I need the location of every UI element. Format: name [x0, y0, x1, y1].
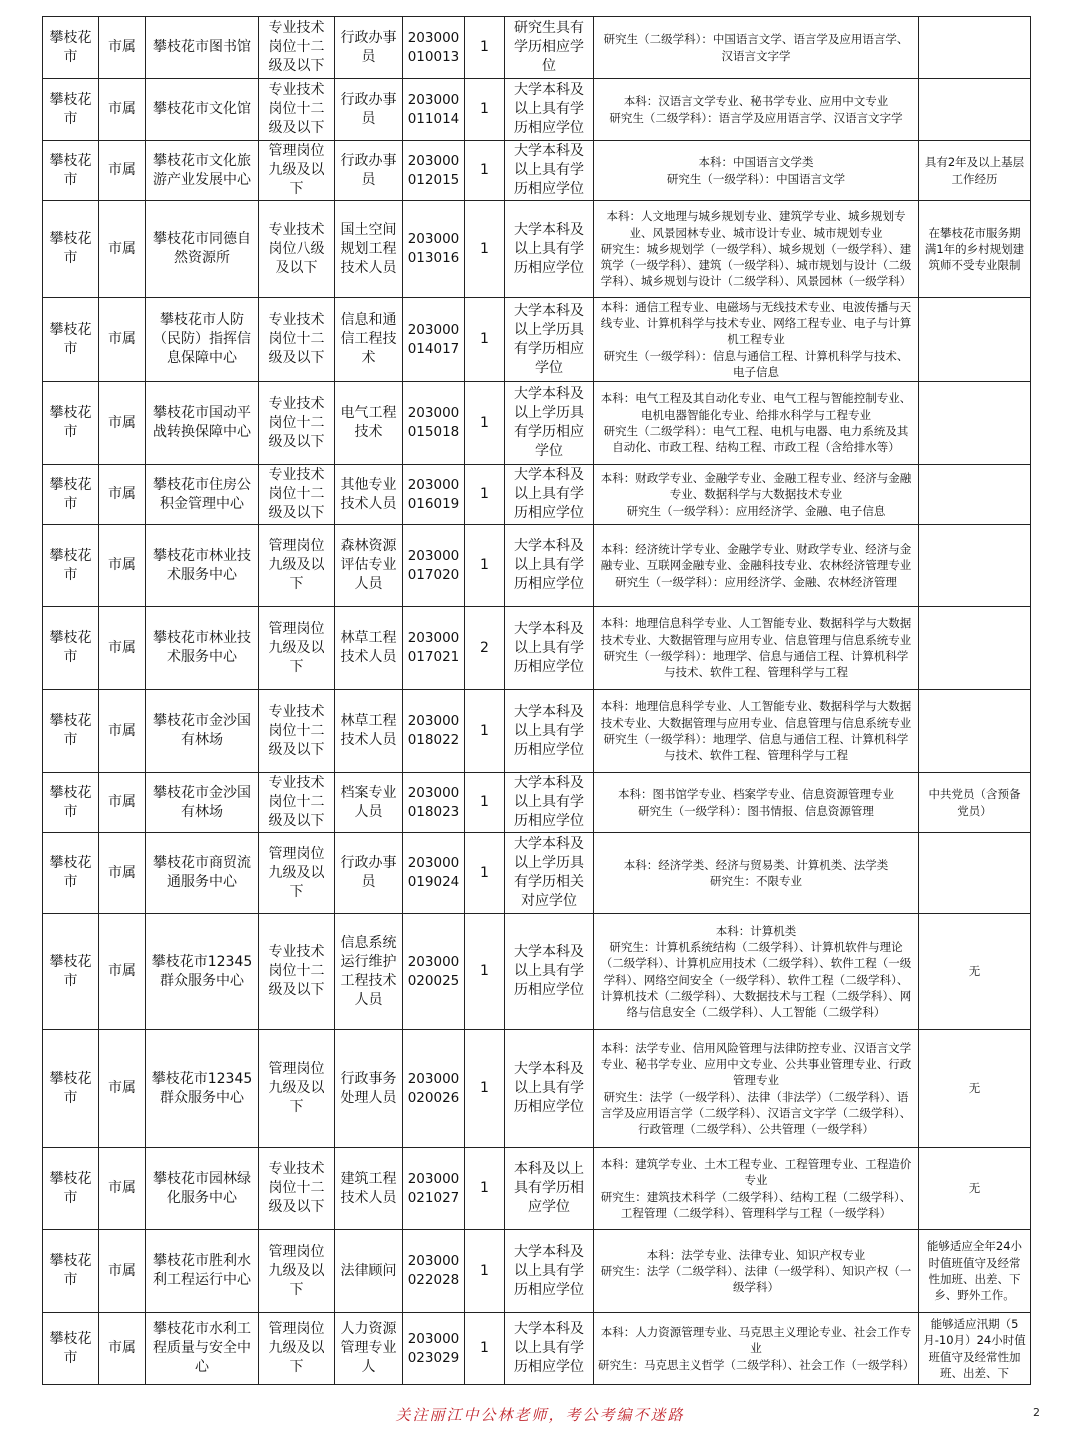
education-cell: 大学本科及以上具有学历相应学位 [505, 1313, 594, 1385]
post-type-cell: 专业技术岗位十二级及以下 [259, 690, 335, 773]
education-cell: 本科及以上具有学历相应学位 [505, 1148, 594, 1230]
post-code-cell: 203000013016 [403, 201, 465, 298]
level-cell: 市属 [99, 382, 146, 465]
level-cell: 市属 [99, 773, 146, 833]
unit-name-cell: 攀枝花市12345群众服务中心 [146, 1030, 259, 1148]
level-cell: 市属 [99, 1230, 146, 1313]
level-cell: 市属 [99, 1148, 146, 1230]
post-code-cell: 203000011014 [403, 79, 465, 141]
table-row [43, 1230, 1031, 1313]
unit-name-cell: 攀枝花市同德自然资源所 [146, 201, 259, 298]
major-requirements-cell [594, 79, 919, 141]
other-conditions-cell: 中共党员（含预备党员） [919, 773, 1031, 833]
education-cell: 大学本科及以上具有学历相应学位 [505, 914, 594, 1030]
major-requirement-line: 研究生（一级学科）：信息与通信工程、计算机科学与技术、电子信息 [603, 348, 909, 379]
major-requirement-line: 研究生（一级学科）：中国语言文学 [666, 171, 846, 186]
footer-slogan: 关注丽江中公林老师，考公考编不迷路 [395, 1406, 685, 1424]
major-requirement-line: 本科：建筑学专业、土木工程专业、工程管理专业、工程造价专业 [600, 1156, 912, 1188]
table-row [43, 465, 1031, 525]
city-cell: 攀枝花市 [43, 201, 99, 298]
level-cell: 市属 [99, 141, 146, 201]
unit-name-cell: 攀枝花市金沙国有林场 [146, 773, 259, 833]
unit-name-cell: 攀枝花市水利工程质量与安全中心 [146, 1313, 259, 1385]
post-code-cell: 203000014017 [403, 298, 465, 382]
education-cell: 大学本科及以上具有学历相应学位 [505, 525, 594, 607]
major-requirement-line: 本科：经济学类、经济与贸易类、计算机类、法学类 [623, 857, 889, 872]
post-name-cell: 建筑工程技术人员 [335, 1148, 403, 1230]
post-code-cell: 203000023029 [403, 1313, 465, 1385]
major-requirement-line: 研究生（二级学科）：中国语言文学、语言学及应用语言学、汉语言文字学 [603, 32, 909, 63]
post-name-cell: 行政办事员 [335, 141, 403, 201]
major-requirement-line: 本科：通信工程专业、电磁场与无线技术专业、电波传播与天线专业、计算机科学与技术专业、网络工程专业、电子与计算机工程专业 [600, 299, 912, 347]
table-row [43, 79, 1031, 141]
other-conditions-cell: 无 [919, 914, 1031, 1030]
major-requirement-line: 研究生（一级学科）：地理学、信息与通信工程、计算机科学与技术、软件工程、管理科学与工程 [603, 732, 909, 763]
post-name-cell: 森林资源评估专业人员 [335, 525, 403, 607]
level-cell: 市属 [99, 525, 146, 607]
major-requirement-line: 研究生：不限专业 [710, 874, 802, 888]
other-conditions-cell [919, 525, 1031, 607]
recruit-count-cell: 1 [465, 1230, 505, 1313]
level-cell: 市属 [99, 79, 146, 141]
level-cell: 市属 [99, 465, 146, 525]
post-name-cell: 人力资源管理专业人 [335, 1313, 403, 1385]
post-type-cell: 专业技术岗位十二级及以下 [259, 17, 335, 79]
post-code-cell: 203000021027 [403, 1148, 465, 1230]
table-row [43, 525, 1031, 607]
city-cell: 攀枝花市 [43, 607, 99, 690]
major-requirements-cell [594, 607, 919, 690]
other-conditions-cell: 能够适应汛期（5月-10月）24小时值班值守及经常性加班、出差、下 [919, 1313, 1031, 1385]
level-cell: 市属 [99, 17, 146, 79]
major-requirements-cell [594, 1230, 919, 1313]
major-requirements-cell [594, 17, 919, 79]
education-cell: 大学本科及以上学历具有学历相应学位 [505, 298, 594, 382]
education-cell: 大学本科及以上具有学历相应学位 [505, 201, 594, 298]
post-type-cell: 管理岗位九级及以下 [259, 141, 335, 201]
table-row [43, 690, 1031, 773]
major-requirement-line: 研究生（二级学科）：语言学及应用语言学、汉语言文字学 [609, 110, 903, 125]
other-conditions-cell: 在攀枝花市服务期满1年的乡村规划建筑师不受专业限制 [919, 201, 1031, 298]
table-row [43, 773, 1031, 833]
major-requirement-line: 研究生：建筑技术科学（二级学科）、结构工程（二级学科）、工程管理（二级学科）、管理科学与工程（一级学科） [600, 1189, 912, 1220]
post-type-cell: 管理岗位九级及以下 [259, 1313, 335, 1385]
other-conditions-cell [919, 690, 1031, 773]
post-type-cell: 专业技术岗位八级及以下 [259, 201, 335, 298]
city-cell: 攀枝花市 [43, 382, 99, 465]
post-type-cell: 专业技术岗位十二级及以下 [259, 914, 335, 1030]
post-name-cell: 其他专业技术人员 [335, 465, 403, 525]
post-type-cell: 管理岗位九级及以下 [259, 1230, 335, 1313]
unit-name-cell: 攀枝花市12345群众服务中心 [146, 914, 259, 1030]
level-cell: 市属 [99, 914, 146, 1030]
major-requirement-line: 本科：中国语言文学类 [698, 155, 814, 170]
education-cell: 大学本科及以上具有学历相应学位 [505, 607, 594, 690]
city-cell: 攀枝花市 [43, 773, 99, 833]
major-requirement-line: 本科：法学专业、法律专业、知识产权专业 [646, 1247, 866, 1262]
post-type-cell: 专业技术岗位十二级及以下 [259, 1148, 335, 1230]
post-code-cell: 203000018022 [403, 690, 465, 773]
education-cell: 大学本科及以上具有学历相应学位 [505, 465, 594, 525]
major-requirement-line: 本科：人力资源管理专业、马克思主义理论专业、社会工作专业 [600, 1325, 912, 1356]
city-cell: 攀枝花市 [43, 141, 99, 201]
major-requirements-cell [594, 382, 919, 465]
recruitment-table [42, 16, 1031, 1385]
major-requirements-cell [594, 914, 919, 1030]
post-code-cell: 203000017020 [403, 525, 465, 607]
post-code-cell: 203000022028 [403, 1230, 465, 1313]
other-conditions-cell [919, 79, 1031, 141]
recruit-count-cell: 2 [465, 607, 505, 690]
unit-name-cell: 攀枝花市商贸流通服务中心 [146, 833, 259, 914]
city-cell: 攀枝花市 [43, 298, 99, 382]
other-conditions-cell [919, 382, 1031, 465]
education-cell: 大学本科及以上具有学历相应学位 [505, 773, 594, 833]
major-requirements-cell [594, 833, 919, 914]
major-requirements-cell [594, 1148, 919, 1230]
post-name-cell: 国土空间规划工程技术人员 [335, 201, 403, 298]
level-cell: 市属 [99, 690, 146, 773]
city-cell: 攀枝花市 [43, 17, 99, 79]
other-conditions-cell: 具有2年及以上基层工作经历 [919, 141, 1031, 201]
major-requirements-cell [594, 690, 919, 773]
unit-name-cell: 攀枝花市胜利水利工程运行中心 [146, 1230, 259, 1313]
recruit-count-cell: 1 [465, 690, 505, 773]
education-cell: 大学本科及以上具有学历相应学位 [505, 1230, 594, 1313]
table-row [43, 141, 1031, 201]
post-code-cell: 203000019024 [403, 833, 465, 914]
unit-name-cell: 攀枝花市园林绿化服务中心 [146, 1148, 259, 1230]
post-type-cell: 专业技术岗位十二级及以下 [259, 465, 335, 525]
post-code-cell: 203000016019 [403, 465, 465, 525]
post-name-cell: 行政办事员 [335, 79, 403, 141]
post-name-cell: 信息和通信工程技术 [335, 298, 403, 382]
post-type-cell: 专业技术岗位十二级及以下 [259, 298, 335, 382]
post-type-cell: 管理岗位九级及以下 [259, 1030, 335, 1148]
unit-name-cell: 攀枝花市人防（民防）指挥信息保障中心 [146, 298, 259, 382]
major-requirements-cell [594, 465, 919, 525]
post-code-cell: 203000018023 [403, 773, 465, 833]
post-code-cell: 203000020026 [403, 1030, 465, 1148]
major-requirements-cell [594, 1030, 919, 1148]
level-cell: 市属 [99, 201, 146, 298]
education-cell: 大学本科及以上具有学历相应学位 [505, 690, 594, 773]
recruit-count-cell: 1 [465, 1030, 505, 1148]
table-row [43, 17, 1031, 79]
unit-name-cell: 攀枝花市林业技术服务中心 [146, 525, 259, 607]
major-requirement-line: 本科：地理信息科学专业、人工智能专业、数据科学与大数据技术专业、大数据管理与应用专业、信息管理与信息系统专业 [600, 699, 912, 730]
major-requirement-line: 研究生（一级学科）：应用经济学、金融、农林经济管理 [615, 574, 897, 589]
major-requirements-cell [594, 525, 919, 607]
post-name-cell: 法律顾问 [335, 1230, 403, 1313]
recruit-count-cell: 1 [465, 465, 505, 525]
major-requirements-cell [594, 201, 919, 298]
education-cell: 大学本科及以上学历具有学历相应学位 [505, 382, 594, 465]
city-cell: 攀枝花市 [43, 79, 99, 141]
city-cell: 攀枝花市 [43, 914, 99, 1030]
recruit-count-cell: 1 [465, 833, 505, 914]
table-row [43, 201, 1031, 298]
unit-name-cell: 攀枝花市林业技术服务中心 [146, 607, 259, 690]
post-code-cell: 203000010013 [403, 17, 465, 79]
education-cell: 大学本科及以上学历具有学历相关对应学位 [505, 833, 594, 914]
major-requirement-line: 本科：法学专业、信用风险管理与法律防控专业、汉语言文学专业、秘书学专业、应用中文专业、公共事业管理专业、行政管理专业 [600, 1040, 912, 1088]
city-cell: 攀枝花市 [43, 833, 99, 914]
recruit-count-cell: 1 [465, 79, 505, 141]
post-type-cell: 专业技术岗位十二级及以下 [259, 773, 335, 833]
recruit-count-cell: 1 [465, 914, 505, 1030]
other-conditions-cell: 无 [919, 1148, 1031, 1230]
recruit-count-cell: 1 [465, 525, 505, 607]
city-cell: 攀枝花市 [43, 525, 99, 607]
major-requirements-cell [594, 141, 919, 201]
unit-name-cell: 攀枝花市国动平战转换保障中心 [146, 382, 259, 465]
recruit-count-cell: 1 [465, 773, 505, 833]
recruit-count-cell: 1 [465, 17, 505, 79]
recruit-count-cell: 1 [465, 1148, 505, 1230]
table-row [43, 1030, 1031, 1148]
major-requirement-line: 本科：汉语言文学专业、秘书学专业、应用中文专业 [623, 94, 889, 109]
other-conditions-cell [919, 298, 1031, 382]
table-row [43, 914, 1031, 1030]
major-requirement-line: 本科：财政学专业、金融学专业、金融工程专业、经济与金融专业、数据科学与大数据技术专业 [600, 471, 912, 502]
recruit-count-cell: 1 [465, 141, 505, 201]
unit-name-cell: 攀枝花市图书馆 [146, 17, 259, 79]
unit-name-cell: 攀枝花市文化旅游产业发展中心 [146, 141, 259, 201]
major-requirement-line: 本科：计算机类 [715, 923, 797, 938]
post-name-cell: 信息系统运行维护工程技术人员 [335, 914, 403, 1030]
education-cell: 大学本科及以上具有学历相应学位 [505, 79, 594, 141]
city-cell: 攀枝花市 [43, 690, 99, 773]
post-name-cell: 行政事务处理人员 [335, 1030, 403, 1148]
other-conditions-cell: 能够适应全年24小时值班值守及经常性加班、出差、下乡、野外工作。 [919, 1230, 1031, 1313]
city-cell: 攀枝花市 [43, 465, 99, 525]
recruit-count-cell: 1 [465, 1313, 505, 1385]
table-row [43, 298, 1031, 382]
recruit-count-cell: 1 [465, 298, 505, 382]
other-conditions-cell [919, 607, 1031, 690]
table-row [43, 1313, 1031, 1385]
major-requirement-line: 研究生：法学（二级学科）、法律（一级学科）、知识产权（一级学科） [600, 1263, 912, 1295]
major-requirements-cell [594, 1313, 919, 1385]
city-cell: 攀枝花市 [43, 1030, 99, 1148]
other-conditions-cell [919, 833, 1031, 914]
major-requirements-cell [594, 298, 919, 382]
post-name-cell: 行政办事员 [335, 17, 403, 79]
post-code-cell: 203000012015 [403, 141, 465, 201]
level-cell: 市属 [99, 1313, 146, 1385]
major-requirement-line: 研究生：马克思主义哲学（二级学科）、社会工作（一级学科） [598, 1357, 915, 1372]
table-row [43, 833, 1031, 914]
major-requirement-line: 研究生：城乡规划学（一级学科）、城乡规划（一级学科）、建筑学（一级学科）、建筑（一级学科）、城市规划与设计（二级学科）、城乡规划与设计（二级学科）、风景园林（一级学科） [600, 241, 912, 289]
unit-name-cell: 攀枝花市文化馆 [146, 79, 259, 141]
post-type-cell: 专业技术岗位十二级及以下 [259, 382, 335, 465]
post-name-cell: 林草工程技术人员 [335, 607, 403, 690]
table-row [43, 1148, 1031, 1230]
major-requirement-line: 本科：图书馆学专业、档案学专业、信息资源管理专业 [618, 787, 894, 802]
unit-name-cell: 攀枝花市住房公积金管理中心 [146, 465, 259, 525]
page-number: 2 [1033, 1406, 1040, 1419]
post-type-cell: 管理岗位九级及以下 [259, 833, 335, 914]
level-cell: 市属 [99, 298, 146, 382]
post-name-cell: 档案专业人员 [335, 773, 403, 833]
table-row [43, 607, 1031, 690]
education-cell: 大学本科及以上具有学历相应学位 [505, 141, 594, 201]
recruit-count-cell: 1 [465, 201, 505, 298]
post-code-cell: 203000020025 [403, 914, 465, 1030]
major-requirement-line: 研究生（一级学科）：地理学、信息与通信工程、计算机科学与技术、软件工程、管理科学与工程 [603, 649, 909, 680]
post-name-cell: 电气工程技术 [335, 382, 403, 465]
table-body [43, 17, 1031, 1385]
major-requirement-line: 本科：人文地理与城乡规划专业、建筑学专业、城乡规划专业、风景园林专业、城市设计专业、城市规划专业 [606, 209, 906, 240]
level-cell: 市属 [99, 607, 146, 690]
city-cell: 攀枝花市 [43, 1148, 99, 1230]
post-code-cell: 203000015018 [403, 382, 465, 465]
major-requirement-line: 研究生：计算机系统结构（二级学科）、计算机软件与理论（二级学科）、计算机应用技术（二级学科）、软件工程（一级学科）、网络空间安全（一级学科）、软件工程（二级学科）、计算机技术（二级学科）、大数据技术与工程（二级学科）、网络与信息安全（二级学科）、人工智能（二级学科） [600, 939, 912, 1020]
post-code-cell: 203000017021 [403, 607, 465, 690]
level-cell: 市属 [99, 833, 146, 914]
post-name-cell: 林草工程技术人员 [335, 690, 403, 773]
other-conditions-cell [919, 17, 1031, 79]
other-conditions-cell: 无 [919, 1030, 1031, 1148]
other-conditions-cell [919, 465, 1031, 525]
unit-name-cell: 攀枝花市金沙国有林场 [146, 690, 259, 773]
post-type-cell: 管理岗位九级及以下 [259, 607, 335, 690]
major-requirement-line: 研究生（一级学科）：应用经济学、金融、电子信息 [626, 503, 886, 518]
city-cell: 攀枝花市 [43, 1313, 99, 1385]
city-cell: 攀枝花市 [43, 1230, 99, 1313]
major-requirement-line: 本科：经济统计学专业、金融学专业、财政学专业、经济与金融专业、互联网金融专业、金融科技专业、农林经济管理专业 [600, 542, 912, 573]
recruit-count-cell: 1 [465, 382, 505, 465]
table-row [43, 382, 1031, 465]
major-requirement-line: 本科：电气工程及其自动化专业、电气工程与智能控制专业、电机电器智能化专业、给排水科学与工程专业 [600, 391, 912, 422]
major-requirement-line: 研究生（二级学科）：电气工程、电机与电器、电力系统及其自动化、市政工程、结构工程、市政工程（含给排水等） [603, 424, 909, 455]
education-cell: 大学本科及以上具有学历相应学位 [505, 1030, 594, 1148]
major-requirement-line: 本科：地理信息科学专业、人工智能专业、数据科学与大数据技术专业、大数据管理与应用专业、信息管理与信息系统专业 [600, 616, 912, 647]
level-cell: 市属 [99, 1030, 146, 1148]
major-requirements-cell [594, 773, 919, 833]
education-cell: 研究生具有学历相应学位 [505, 17, 594, 79]
major-requirement-line: 研究生：法学（一级学科）、法律（非法学）（二级学科）、语言学及应用语言学（二级学科）、汉语言文字学（二级学科）、行政管理（二级学科）、公共管理（一级学科） [600, 1089, 912, 1137]
post-type-cell: 管理岗位九级及以下 [259, 525, 335, 607]
major-requirement-line: 研究生（一级学科）：图书情报、信息资源管理 [638, 803, 874, 818]
post-name-cell: 行政办事员 [335, 833, 403, 914]
post-type-cell: 专业技术岗位十二级及以下 [259, 79, 335, 141]
